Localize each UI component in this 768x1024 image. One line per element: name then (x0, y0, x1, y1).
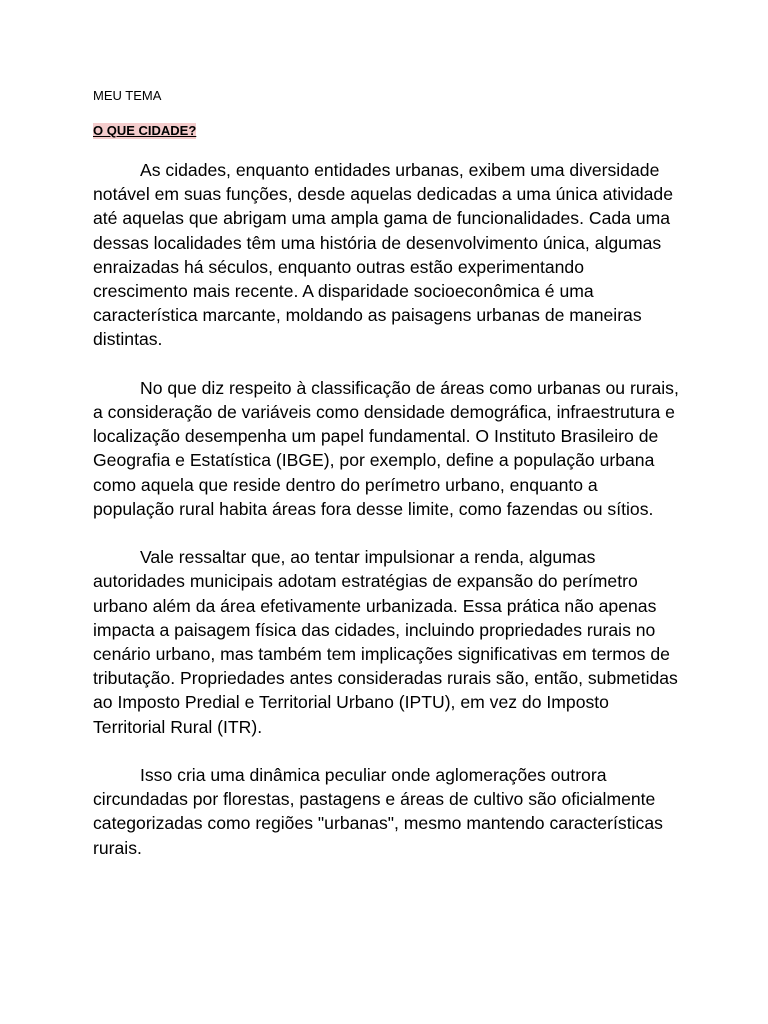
document-body (93, 158, 683, 860)
paragraph-1: As cidades, enquanto entidades urbanas, exibem uma diversidade notável em suas funções, desde aquelas dedicadas a uma única atividade até aquelas que abrigam uma ampla gama de funcionalidades. Cada uma dessas localidades têm uma história de desenvolvimento única, algumas enraizadas há séculos, enquanto outras estão experimentando crescimento mais recente. A disparidade socioeconômica é uma característica marcante, moldando as paisagens urbanas de maneiras distintas. (93, 160, 674, 350)
document-label: MEU TEMA (93, 88, 162, 103)
paragraph-4: Isso cria uma dinâmica peculiar onde aglomerações outrora circundadas por florestas, pastagens e áreas de cultivo são oficialmente categorizadas como regiões "urbanas", mesmo mantendo características rurais. (93, 765, 663, 858)
paragraph-2: No que diz respeito à classificação de áreas como urbanas ou rurais, a consideração de variáveis como densidade demográfica, infraestrutura e localização desempenha um papel fundamental. O Instituto Brasileiro de Geografia e Estatística (IBGE), por exemplo, define a população urbana como aquela que reside dentro do perímetro urbano, enquanto a população rural habita áreas fora desse limite, como fazendas ou sítios. (93, 377, 679, 519)
paragraph-3: Vale ressaltar que, ao tentar impulsionar a renda, algumas autoridades municipais adotam estratégias de expansão do perímetro urbano além da área efetivamente urbanizada. Essa prática não apenas impacta a paisagem física das cidades, incluindo propriedades rurais no cenário urbano, mas também tem implicações significativas em termos de tributação. Propriedades antes consideradas rurais são, então, submetidas ao Imposto Predial e Territorial Urbano (IPTU), em vez do Imposto Territorial Rural (ITR). (93, 547, 678, 737)
document-heading: O QUE CIDADE? (93, 123, 197, 138)
